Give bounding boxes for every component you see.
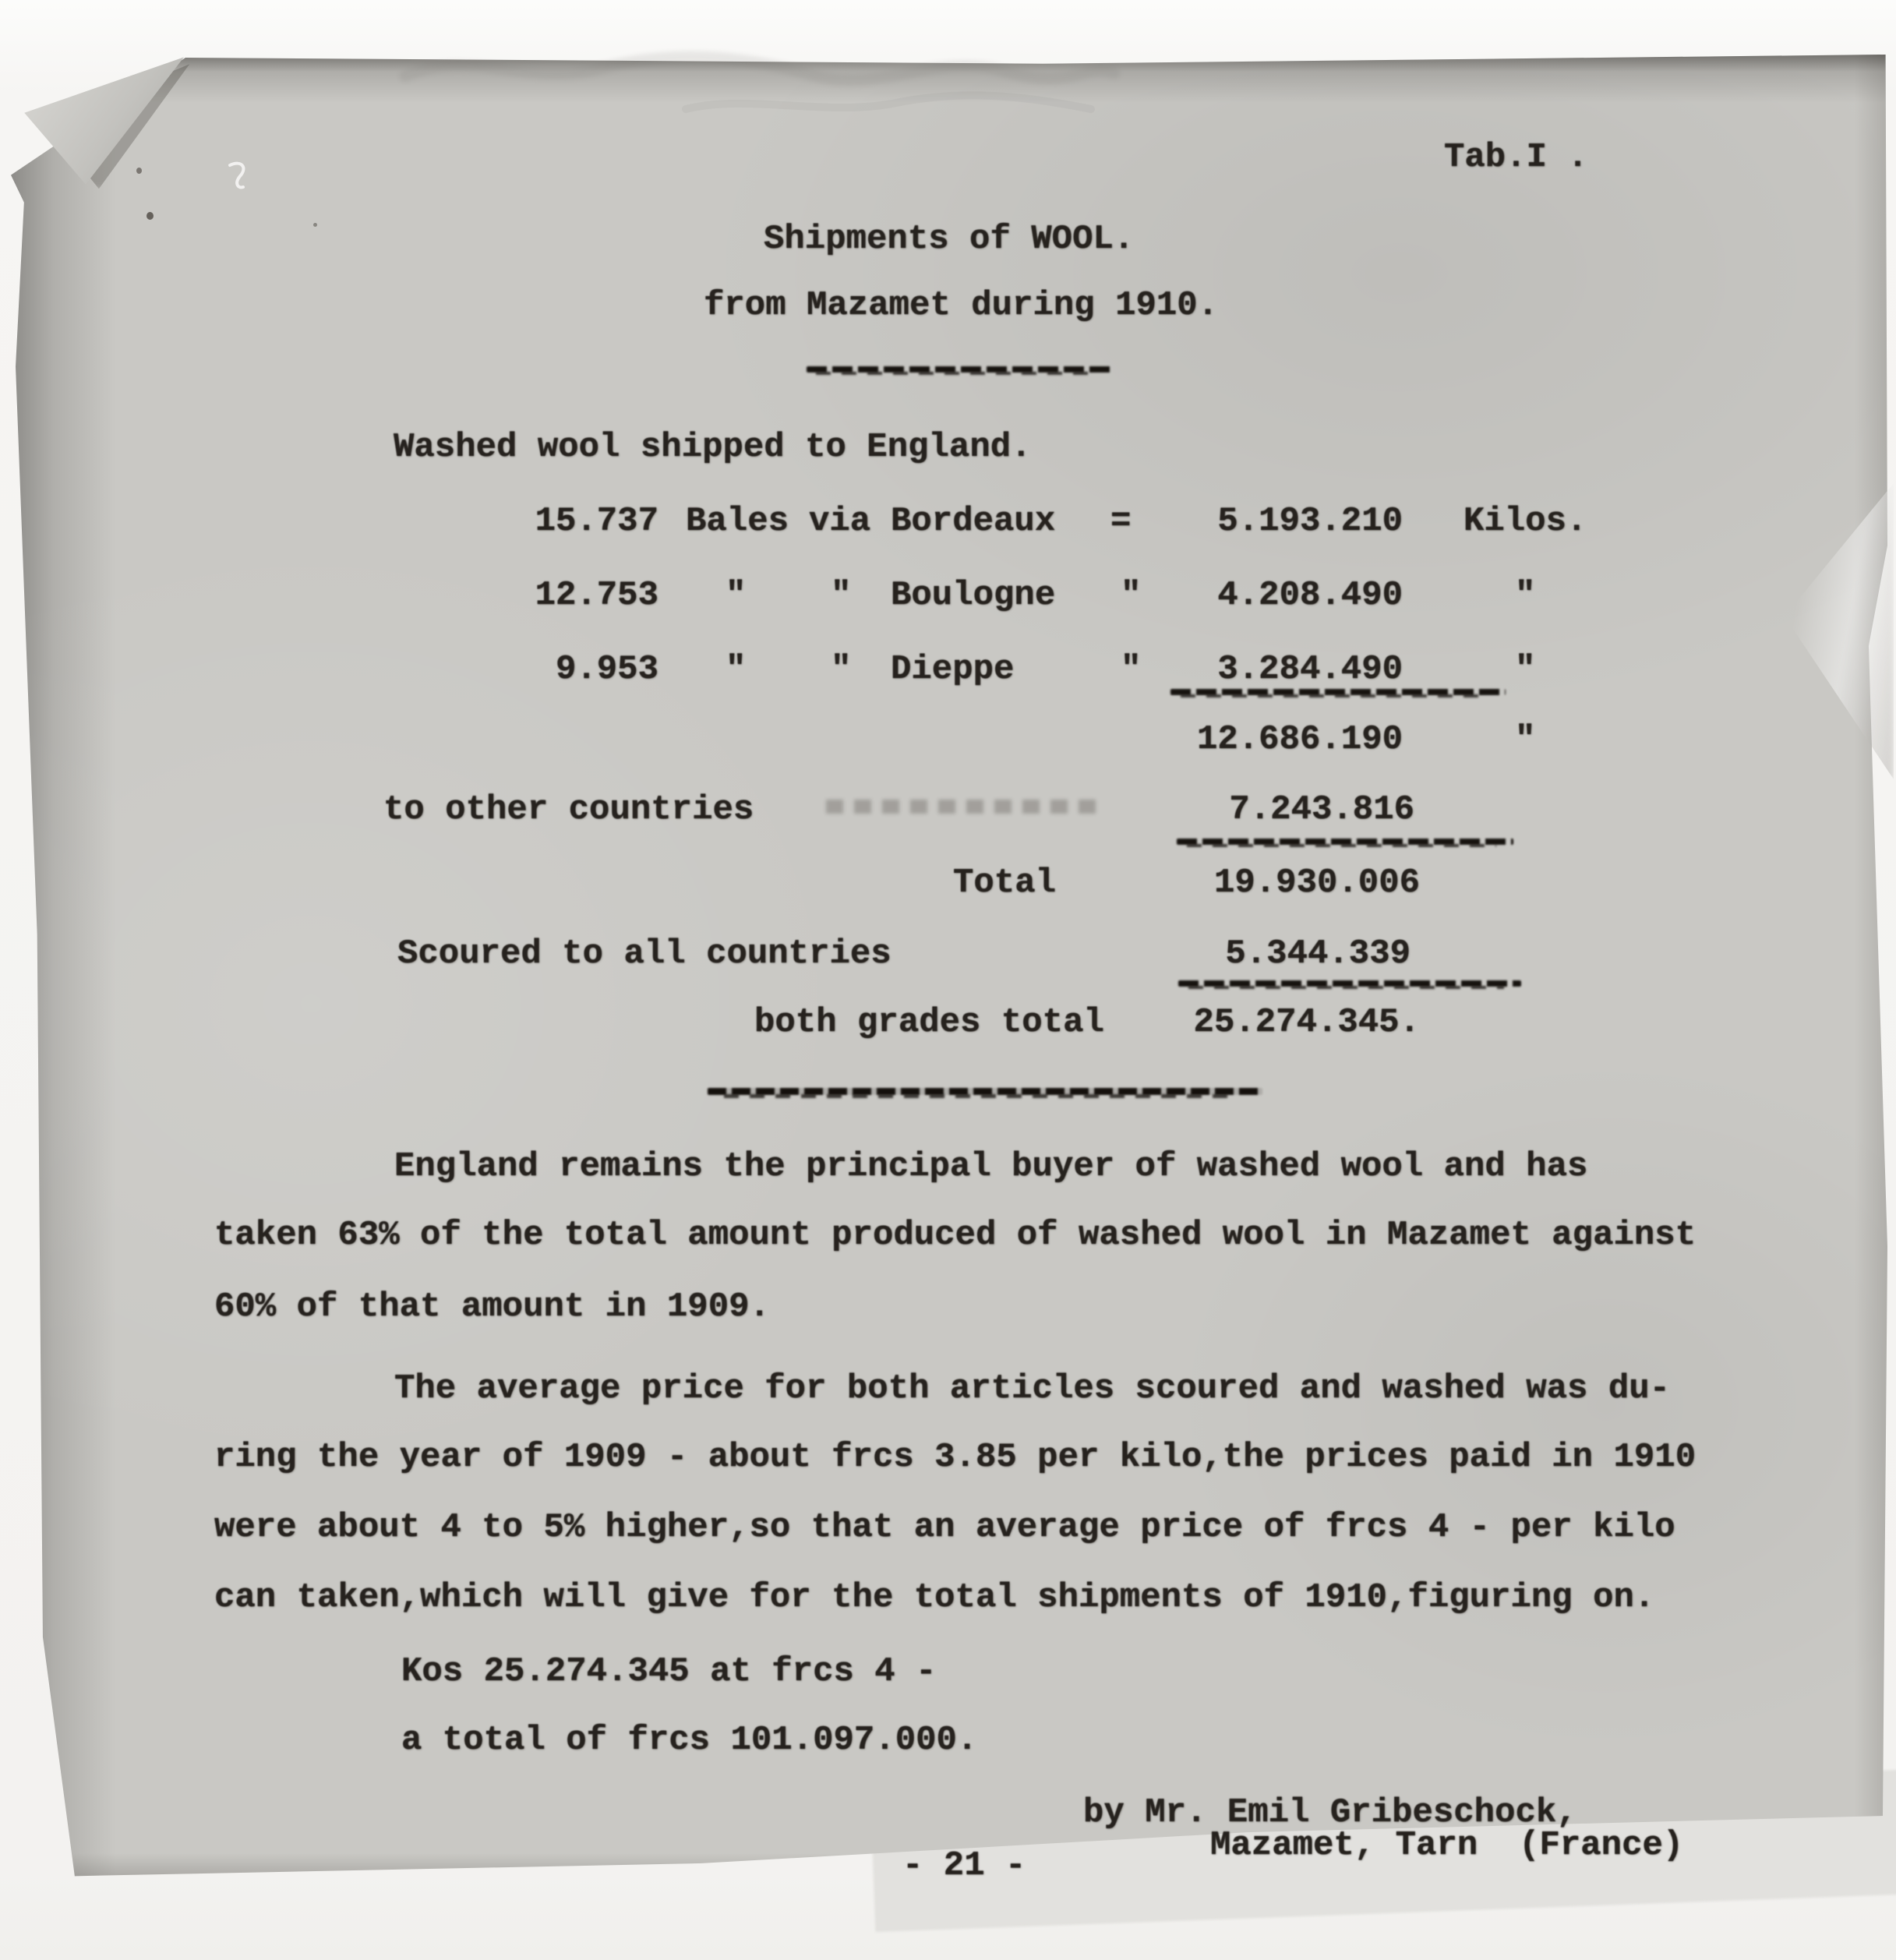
both-grades-row: [0, 1003, 1896, 1044]
kilos-value: 3.284.490: [1217, 650, 1403, 689]
total-kilos: 19.930.006: [1213, 863, 1420, 902]
paragraph1-line: 60% of that amount in 1909.: [214, 1287, 770, 1326]
table-row: [0, 502, 1896, 542]
bales-count: 15.737: [535, 502, 658, 541]
paragraph1-line: taken 63% of the total amount produced of washed wool in Mazamet against: [214, 1216, 1697, 1255]
paragraph2-line: were about 4 to 5% higher,so that an average price of frcs 4 - per kilo: [214, 1508, 1675, 1547]
table-row: [0, 650, 1896, 690]
bales-unit: Bales: [686, 502, 789, 541]
scoured-label: Scoured to all countries: [397, 934, 892, 973]
ditto-mark: ″: [1121, 650, 1142, 689]
ditto-mark: ″: [831, 576, 852, 615]
paragraph2-line: ring the year of 1909 - about frcs 3.85 per kilo,the prices paid in 1910: [214, 1438, 1697, 1477]
kilos-value: 4.208.490: [1217, 576, 1403, 615]
kilos-unit: Kilos.: [1463, 502, 1587, 541]
calculation-total-line: a total of frcs 101.097.000.: [401, 1721, 978, 1760]
scoured-row: [0, 934, 1896, 975]
england-subtotal-row: [0, 720, 1896, 761]
dashed-rule-subtotal: [1170, 689, 1506, 698]
via-label: via: [809, 502, 871, 541]
total-row: [0, 863, 1896, 904]
ditto-mark: ″: [726, 576, 747, 615]
kilos-value: 5.193.210: [1217, 502, 1403, 541]
port-name: Bordeaux: [891, 502, 1056, 541]
ditto-mark: ″: [1515, 720, 1536, 759]
ditto-mark: ″: [1121, 576, 1142, 615]
page-title: Shipments of WOOL.: [764, 220, 1135, 259]
tab-label: Tab.I .: [1444, 138, 1588, 177]
dashed-rule-total: [1177, 839, 1513, 848]
other-countries-label: to other countries: [383, 790, 754, 829]
both-grades-label: both grades total: [754, 1003, 1104, 1042]
bales-count: 12.753: [535, 576, 658, 615]
other-countries-kilos: 7.243.816: [1229, 790, 1414, 829]
page-subtitle: from Mazamet during 1910.: [704, 286, 1219, 325]
port-name: Dieppe: [891, 650, 1015, 689]
dashed-rule-both-grades: [1178, 980, 1521, 990]
ditto-mark: ″: [1515, 576, 1536, 615]
table-row: [0, 576, 1896, 616]
byline-author: by Mr. Emil Gribeschock,: [1083, 1793, 1577, 1832]
equals-sign: =: [1110, 502, 1132, 541]
paragraph1-line: England remains the principal buyer of washed wool and has: [394, 1147, 1588, 1186]
port-name: Boulogne: [891, 576, 1056, 615]
subtotal-kilos: 12.686.190: [1196, 720, 1403, 759]
section-heading: Washed wool shipped to England.: [394, 428, 1032, 467]
bales-count: 9.953: [555, 650, 658, 689]
paragraph2-line: The average price for both articles scoured and washed was du-: [394, 1369, 1671, 1408]
page-number: - 21 -: [902, 1846, 1026, 1885]
ditto-mark: ″: [831, 650, 852, 689]
byline-location: Mazamet, Tarn (France): [1210, 1826, 1684, 1865]
total-label: Total: [953, 863, 1057, 902]
ditto-mark: ″: [726, 650, 747, 689]
ditto-mark: ″: [1515, 650, 1536, 689]
scoured-kilos: 5.344.339: [1225, 934, 1411, 973]
faint-typed-smear: [826, 800, 1107, 814]
paragraph2-line: can taken,which will give for the total shipments of 1910,figuring on.: [214, 1578, 1655, 1617]
both-grades-kilos: 25.274.345.: [1193, 1003, 1420, 1042]
dashed-section-divider: [708, 1088, 1262, 1099]
calculation-line: Kos 25.274.345 at frcs 4 -: [401, 1652, 937, 1691]
dashed-rule-title: [807, 366, 1110, 376]
